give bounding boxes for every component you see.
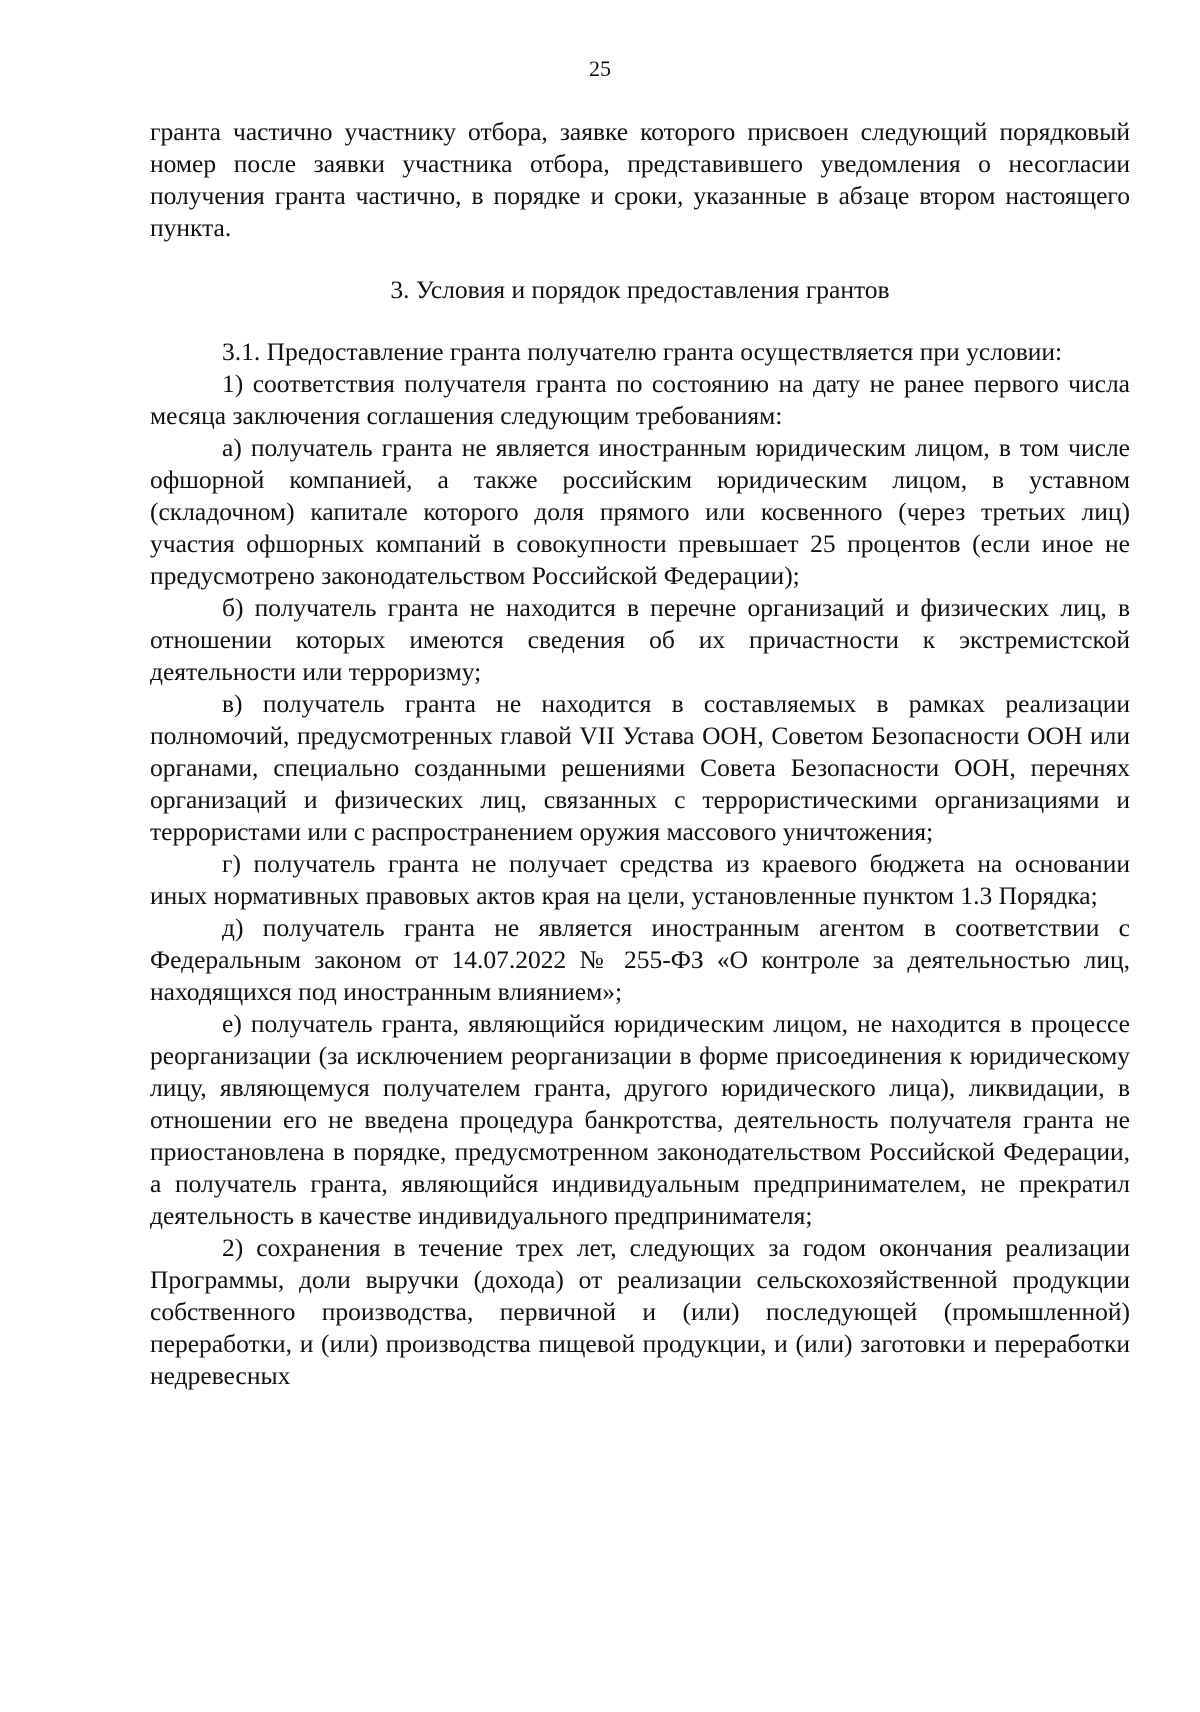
paragraph: 2) сохранения в течение трех лет, следующих за годом окончания реализации Программы, доли выручки (дохода) от реализации сельскохозяйственной продукции собственного производства, первичной и (или) последующей (промышленной) переработки, и (или) производства пищевой продукции, и (или) заготовки и переработки недревесных: [150, 1233, 1130, 1390]
paragraph: г) получатель гранта не получает средства из краевого бюджета на основании иных нормативных правовых актов края на цели, установленные пунктом 1.3 Порядка;: [150, 849, 1130, 910]
paragraph: гранта частично участнику отбора, заявке которого присвоен следующий порядковый номер после заявки участника отбора, представившего уведомления о несогласии получения гранта частично, в порядке и сроки, указанные в абзаце втором настоящего пункта.: [150, 117, 1130, 242]
section-heading: 3. Условия и порядок предоставления грантов: [390, 275, 890, 304]
paragraph: а) получатель гранта не является иностранным юридическим лицом, в том числе офшорной компанией, а также российским юридическим лицом, в уставном (складочном) капитале которого доля прямого или косвенного (через третьих лиц) участия офшорных компаний в совокупности превышает 25 процентов (если иное не предусмотрено законодательством Российской Федерации);: [150, 433, 1130, 590]
paragraph: 1) соответствия получателя гранта по состоянию на дату не ранее первого числа месяца заключения соглашения следующим требованиям:: [150, 369, 1130, 430]
page-number: 25: [589, 56, 611, 81]
paragraph: б) получатель гранта не находится в перечне организаций и физических лиц, в отношении которых имеются сведения об их причастности к экстремистской деятельности или терроризму;: [150, 593, 1130, 686]
paragraph: в) получатель гранта не находится в составляемых в рамках реализации полномочий, предусмотренных главой VII Устава ООН, Советом Безопасности ООН или органами, специально созданными решениями Совета Безопасности ООН, перечнях организаций и физических лиц, связанных с террористическими организациями и террористами или с распространением оружия массового уничтожения;: [150, 689, 1130, 846]
paragraph: е) получатель гранта, являющийся юридическим лицом, не находится в процессе реорганизации (за исключением реорганизации в форме присоединения к юридическому лицу, являющемуся получателем гранта, другого юридического лица), ликвидации, в отношении его не введена процедура банкротства, деятельность получателя гранта не приостановлена в порядке, предусмотренном законодательством Российской Федерации, а получатель гранта, являющийся индивидуальным предпринимателем, не прекратил деятельность в качестве индивидуального предпринимателя;: [150, 1009, 1130, 1230]
paragraph: 3.1. Предоставление гранта получателю гранта осуществляется при условии:: [222, 337, 1063, 366]
paragraph: д) получатель гранта не является иностранным агентом в соответствии с Федеральным законом от 14.07.2022 № 255-ФЗ «О контроле за деятельностью лиц, находящихся под иностранным влиянием»;: [150, 913, 1130, 1006]
document-body: [150, 116, 1130, 1392]
